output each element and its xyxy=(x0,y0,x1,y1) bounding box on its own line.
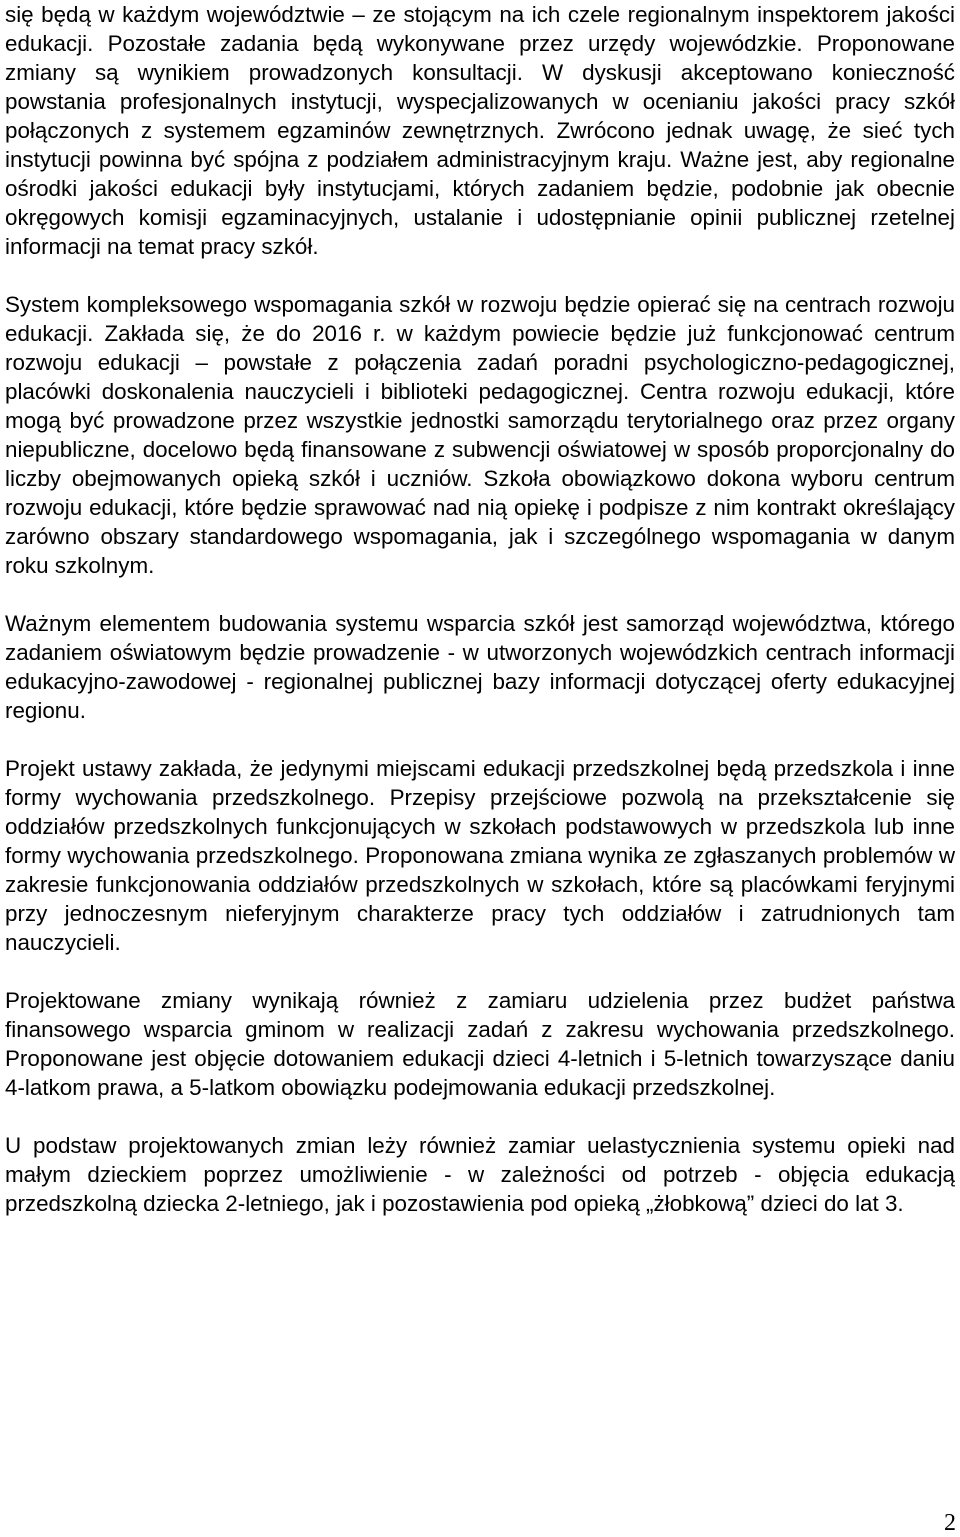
document-body xyxy=(5,0,955,1247)
paragraph-1: się będą w każdym województwie – ze stojącym na ich czele regionalnym inspektorem jakości edukacji. Pozostałe zadania będą wykonywane przez urzędy wojewódzkie. Proponowane zmiany są wynikiem prowadzonych konsultacji. W dyskusji akceptowano konieczność powstania profesjonalnych instytucji, wyspecjalizowanych w ocenianiu jakości pracy szkół połączonych z systemem egzaminów zewnętrznych. Zwrócono jednak uwagę, że sieć tych instytucji powinna być spójna z podziałem administracyjnym kraju. Ważne jest, aby regionalne ośrodki jakości edukacji były instytucjami, których zadaniem będzie, podobnie jak obecnie okręgowych komisji egzaminacyjnych, ustalanie i udostępnianie opinii publicznej rzetelnej informacji na temat pracy szkół. xyxy=(5,2,955,259)
paragraph-4: Projekt ustawy zakłada, że jedynymi miejscami edukacji przedszkolnej będą przedszkola i inne formy wychowania przedszkolnego. Przepisy przejściowe pozwolą na przekształcenie się oddziałów przedszkolnych funkcjonujących w szkołach podstawowych w przedszkola lub inne formy wychowania przedszkolnego. Proponowana zmiana wynika ze zgłaszanych problemów w zakresie funkcjonowania oddziałów przedszkolnych w szkołach, które są placówkami feryjnymi przy jednoczesnym nieferyjnym charakterze pracy tych oddziałów i zatrudnionych tam nauczycieli. xyxy=(5,756,955,955)
page-number: 2 xyxy=(944,1510,956,1536)
paragraph-6: U podstaw projektowanych zmian leży również zamiar uelastycznienia systemu opieki nad małym dzieckiem poprzez umożliwienie - w zależności od potrzeb - objęcia edukacją przedszkolną dziecka 2-letniego, jak i pozostawienia pod opieką „żłobkową” dzieci do lat 3. xyxy=(5,1133,955,1216)
paragraph-3: Ważnym elementem budowania systemu wsparcia szkół jest samorząd województwa, którego zadaniem oświatowym będzie prowadzenie - w utworzonych wojewódzkich centrach informacji edukacyjno-zawodowej - regionalnej publicznej bazy informacji dotyczącej oferty edukacyjnej regionu. xyxy=(5,611,955,723)
paragraph-5: Projektowane zmiany wynikają również z zamiaru udzielenia przez budżet państwa finansowego wsparcia gminom w realizacji zadań z zakresu wychowania przedszkolnego. Proponowane jest objęcie dotowaniem edukacji dzieci 4-letnich i 5-letnich towarzyszące daniu 4-latkom prawa, a 5-latkom obowiązku podejmowania edukacji przedszkolnej. xyxy=(5,988,955,1100)
paragraph-2: System kompleksowego wspomagania szkół w rozwoju będzie opierać się na centrach rozwoju edukacji. Zakłada się, że do 2016 r. w każdym powiecie będzie już funkcjonować centrum rozwoju edukacji – powstałe z połączenia zadań poradni psychologiczno-pedagogicznej, placówki doskonalenia nauczycieli i biblioteki pedagogicznej. Centra rozwoju edukacji, które mogą być prowadzone przez wszystkie jednostki samorządu terytorialnego oraz przez organy niepubliczne, docelowo będą finansowane z subwencji oświatowej w sposób proporcjonalny do liczby obejmowanych opieką szkół i uczniów. Szkoła obowiązkowo dokona wyboru centrum rozwoju edukacji, które będzie sprawować nad nią opiekę i podpisze z nim kontrakt określający zarówno obszary standardowego wspomagania, jak i szczególnego wspomagania w danym roku szkolnym. xyxy=(5,292,955,578)
